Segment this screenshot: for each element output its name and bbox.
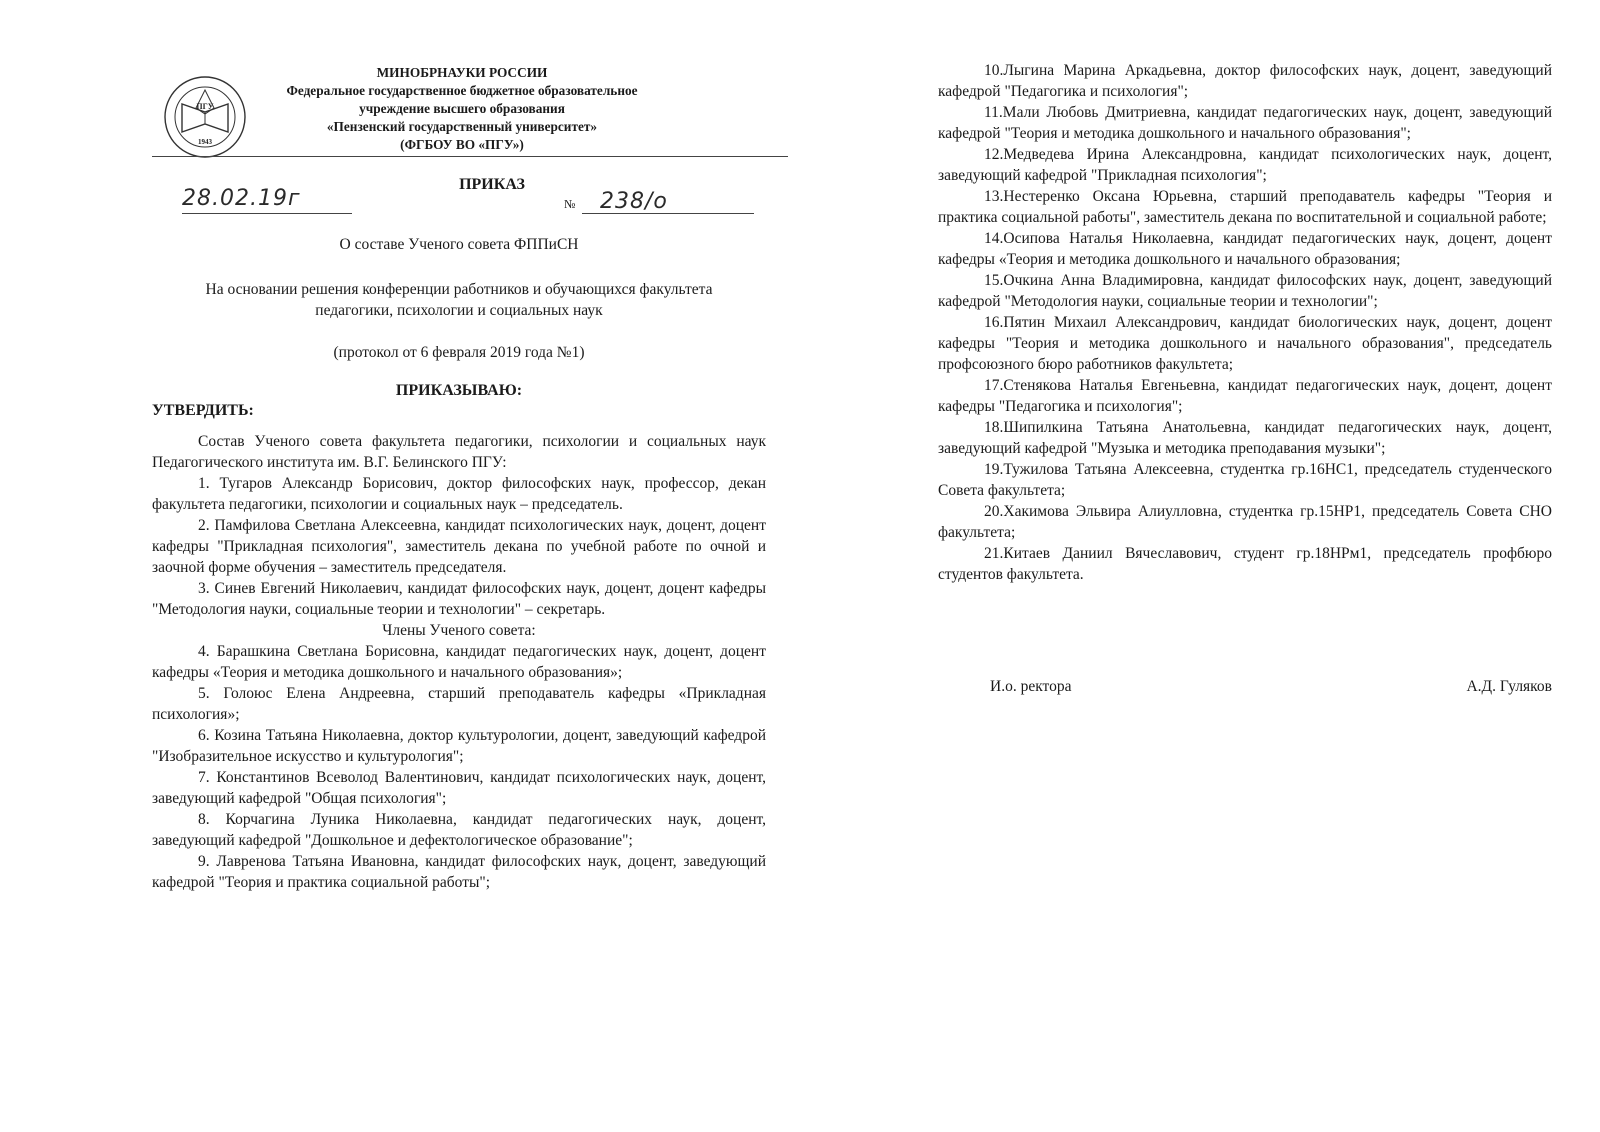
list-item: Состав Ученого совета факультета педагогики, психологии и социальных наук Педагогического института им. В.Г. Белинского ПГУ: (152, 433, 766, 471)
institution-line-2: учреждение высшего образования (359, 101, 565, 116)
protocol-reference: (протокол от 6 февраля 2019 года №1) (333, 344, 585, 361)
letterhead-text (212, 64, 712, 154)
list-item: 6. Козина Татьяна Николаевна, доктор культурологии, доцент, заведующий кафедрой "Изобразительное искусство и культурология"; (152, 727, 766, 765)
approve-heading: УТВЕРДИТЬ: (152, 402, 254, 419)
order-title: ПРИКАЗ (459, 176, 525, 193)
list-item: 15.Очкина Анна Владимировна, кандидат философских наук, доцент, заведующий кафедрой "Методология науки, социальные теории и технологии"; (938, 272, 1552, 310)
list-item: 7. Константинов Всеволод Валентинович, кандидат психологических наук, доцент, заведующий кафедрой "Общая психология"; (152, 769, 766, 807)
list-item: 12.Медведева Ирина Александровна, кандидат психологических наук, доцент, заведующий кафедрой "Прикладная психология"; (938, 146, 1552, 184)
list-item: 16.Пятин Михаил Александрович, кандидат биологических наук, доцент, доцент кафедры "Теория и методика дошкольного и начального образования", председатель профсоюзного бюро работников факультета; (938, 314, 1552, 373)
left-body (152, 431, 766, 893)
institution-line-1: Федеральное государственное бюджетное образовательное (286, 83, 638, 98)
list-item: 14.Осипова Наталья Николаевна, кандидат педагогических наук, доцент, доцент кафедры «Теория и методика дошкольного и начального образования; (938, 230, 1552, 268)
list-item: 17.Стенякова Наталья Евгеньевна, кандидат педагогических наук, доцент, доцент кафедры "Педагогика и психология"; (938, 377, 1552, 415)
order-date (182, 186, 352, 216)
list-item: 1. Тугаров Александр Борисович, доктор философских наук, профессор, декан факультета педагогики, психологии и социальных наук – председатель. (152, 475, 766, 513)
members-heading: Члены Ученого совета: (382, 622, 536, 639)
number-sign: № (564, 197, 576, 211)
order-date-value: 28.02.19г (182, 186, 301, 211)
left-page (152, 0, 766, 1132)
list-item: 20.Хакимова Эльвира Алиулловна, студентка гр.15НР1, председатель Совета СНО факультета; (938, 503, 1552, 541)
list-item: 18.Шипилкина Татьяна Анатольевна, кандидат педагогических наук, доцент, заведующий кафедрой "Музыка и методика преподавания музыки"; (938, 419, 1552, 457)
number-underline (582, 213, 754, 214)
ministry-name: МИНОБРНАУКИ РОССИИ (376, 65, 548, 80)
list-item: 4. Барашкина Светлана Борисовна, кандидат педагогических наук, доцент, доцент кафедры «Теория и методика дошкольного и начального образования»; (152, 643, 766, 681)
institution-abbreviation: (ФГБОУ ВО «ПГУ») (400, 137, 524, 152)
list-item: 2. Памфилова Светлана Алексеевна, кандидат психологических наук, доцент, доцент кафедры "Прикладная психология", заместитель декана по учебной работе по очной и заочной форме обучения – заместитель председателя. (152, 517, 766, 576)
order-number-value: 238/о (600, 189, 668, 214)
list-item: 3. Синев Евгений Николаевич, кандидат философских наук, доцент, доцент кафедры "Методология науки, социальные теории и технологии" – секретарь. (152, 580, 766, 618)
basis-line-1: На основании решения конференции работников и обучающихся факультета (205, 281, 713, 298)
svg-text:1943: 1943 (198, 138, 212, 146)
basis-line-2: педагогики, психологии и социальных наук (315, 302, 603, 319)
list-item: 10.Лыгина Марина Аркадьевна, доктор философских наук, доцент, заведующий кафедрой "Педагогика и психология"; (938, 62, 1552, 100)
list-item: 21.Китаев Даниил Вячеславович, студент гр.18НРм1, председатель профбюро студентов факультета. (938, 545, 1552, 583)
institution-line-3: «Пензенский государственный университет» (326, 119, 598, 134)
list-item: 19.Тужилова Татьяна Алексеевна, студентка гр.16НС1, председатель студенческого Совета факультета; (938, 461, 1552, 499)
letterhead (152, 64, 788, 160)
list-item: 8. Корчагина Луника Николаевна, кандидат педагогических наук, доцент, заведующий кафедрой "Дошкольное и дефектологическое образование"; (152, 811, 766, 849)
basis-statement (152, 279, 766, 321)
list-item: 11.Мали Любовь Дмитриевна, кандидат педагогических наук, доцент, заведующий кафедрой "Теория и методика дошкольного и начального образования"; (938, 104, 1552, 142)
list-item: 9. Лавренова Татьяна Ивановна, кандидат философских наук, доцент, заведующий кафедрой "Теория и практика социальной работы"; (152, 853, 766, 891)
order-subject: О составе Ученого совета ФППиСН (339, 236, 579, 253)
letterhead-divider (152, 156, 788, 157)
order-number (564, 186, 754, 216)
right-body (938, 60, 1552, 585)
signatory-position: И.о. ректора (990, 678, 1072, 695)
signatory-name: А.Д. Гуляков (1466, 678, 1552, 695)
right-page (938, 0, 1552, 1132)
list-item: 13.Нестеренко Оксана Юрьевна, старший преподаватель кафедры "Теория и практика социальной работы", заместитель декана по воспитательной и социальной работе; (938, 188, 1552, 226)
date-underline (182, 213, 352, 214)
list-item: 5. Голоюс Елена Андреевна, старший преподаватель кафедры «Прикладная психология»; (152, 685, 766, 723)
svg-text:ПГУ: ПГУ (196, 102, 214, 111)
command-heading: ПРИКАЗЫВАЮ: (395, 382, 523, 399)
